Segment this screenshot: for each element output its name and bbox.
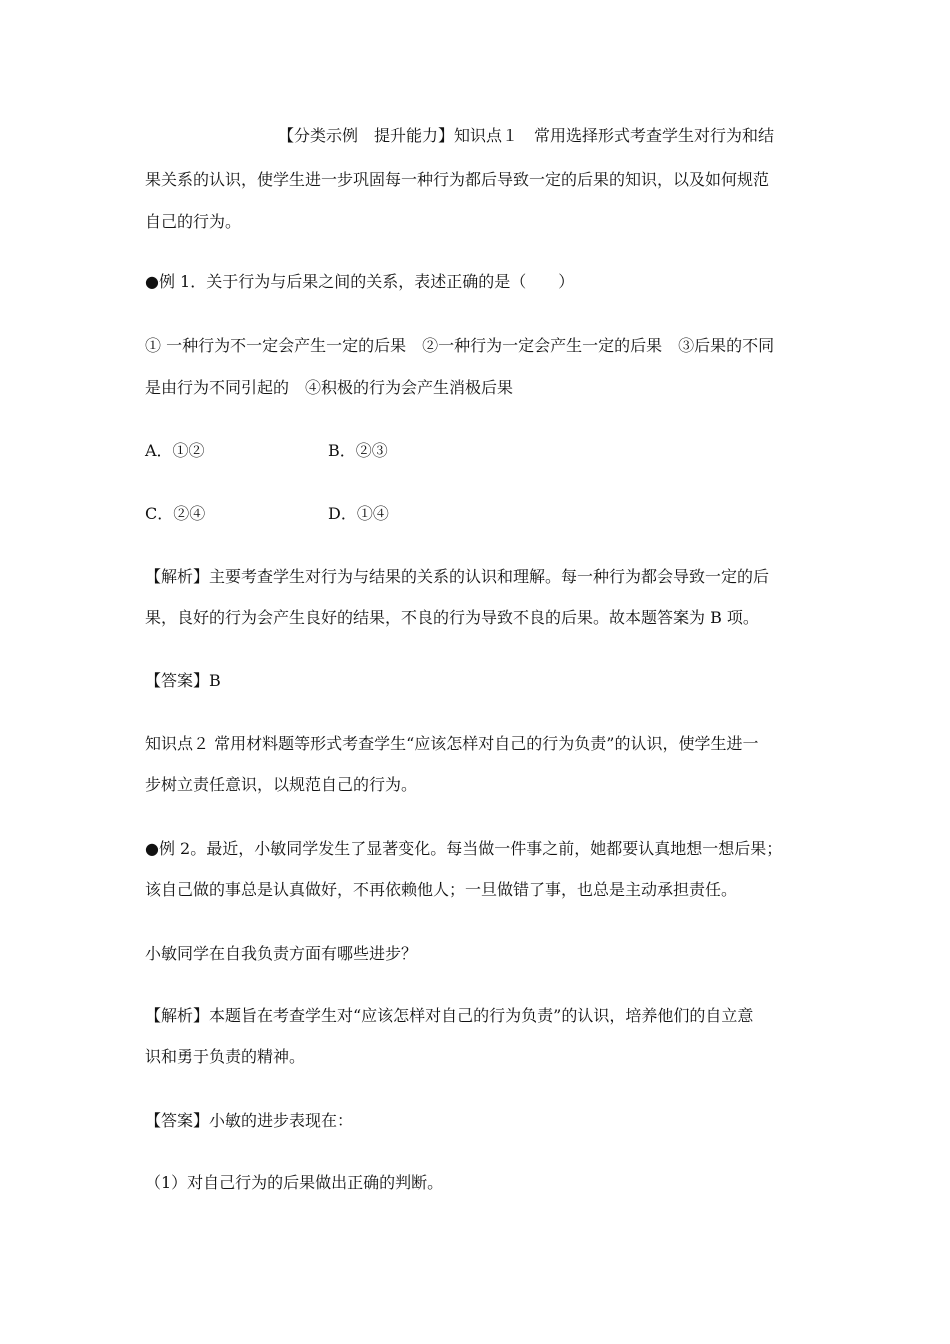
example2-analysis-line2: 识和勇于负责的精神。 — [145, 1047, 306, 1066]
option-c: C．②④ — [145, 504, 206, 523]
section1-line2: 果关系的认识，使学生进一步巩固每一种行为都后导致一定的后果的知识，以及如何规范 — [145, 170, 770, 189]
option-a: A．①② — [145, 441, 205, 460]
example2-answer-point1: （1）对自己行为的后果做出正确的判断。 — [145, 1173, 444, 1192]
example1-statements-line1: ① 一种行为不一定会产生一定的后果 ②一种行为一定会产生一定的后果 ③后果的不同 — [145, 336, 775, 355]
example2-answer-intro: 【答案】小敏的进步表现在： — [145, 1111, 354, 1130]
example2-line2: 该自己做的事总是认真做好，不再依赖他人；一旦做错了事，也总是主动承担责任。 — [145, 880, 738, 899]
option-d: D．①④ — [328, 504, 389, 523]
example1-analysis-line2: 果，良好的行为会产生良好的结果，不良的行为导致不良的后果。故本题答案为 B 项。 — [145, 608, 759, 627]
example1-answer: 【答案】B — [145, 671, 221, 690]
example1-statements-line2: 是由行为不同引起的 ④积极的行为会产生消极后果 — [145, 378, 514, 397]
section1-line3: 自己的行为。 — [145, 212, 242, 231]
example2-analysis-line1: 【解析】本题旨在考查学生对“应该怎样对自己的行为负责”的认识，培养他们的自立意 — [145, 1006, 754, 1025]
option-b: B．②③ — [328, 441, 388, 460]
example1-analysis-line1: 【解析】主要考查学生对行为与结果的关系的认识和理解。每一种行为都会导致一定的后 — [145, 567, 770, 586]
section2-line2: 步树立责任意识，以规范自己的行为。 — [145, 775, 418, 794]
example1-question: ●例 1．关于行为与后果之间的关系，表述正确的是（ ） — [145, 272, 575, 291]
section1-line1: 【分类示例 提升能力】知识点１ 常用选择形式考查学生对行为和结 — [278, 126, 775, 145]
example2-line1: ●例 2。最近，小敏同学发生了显著变化。每当做一件事之前，她都要认真地想一想后果； — [145, 839, 783, 858]
section2-line1: 知识点２ 常用材料题等形式考查学生“应该怎样对自己的行为负责”的认识，使学生进一 — [145, 734, 759, 753]
example2-question: 小敏同学在自我负责方面有哪些进步？ — [145, 944, 418, 963]
